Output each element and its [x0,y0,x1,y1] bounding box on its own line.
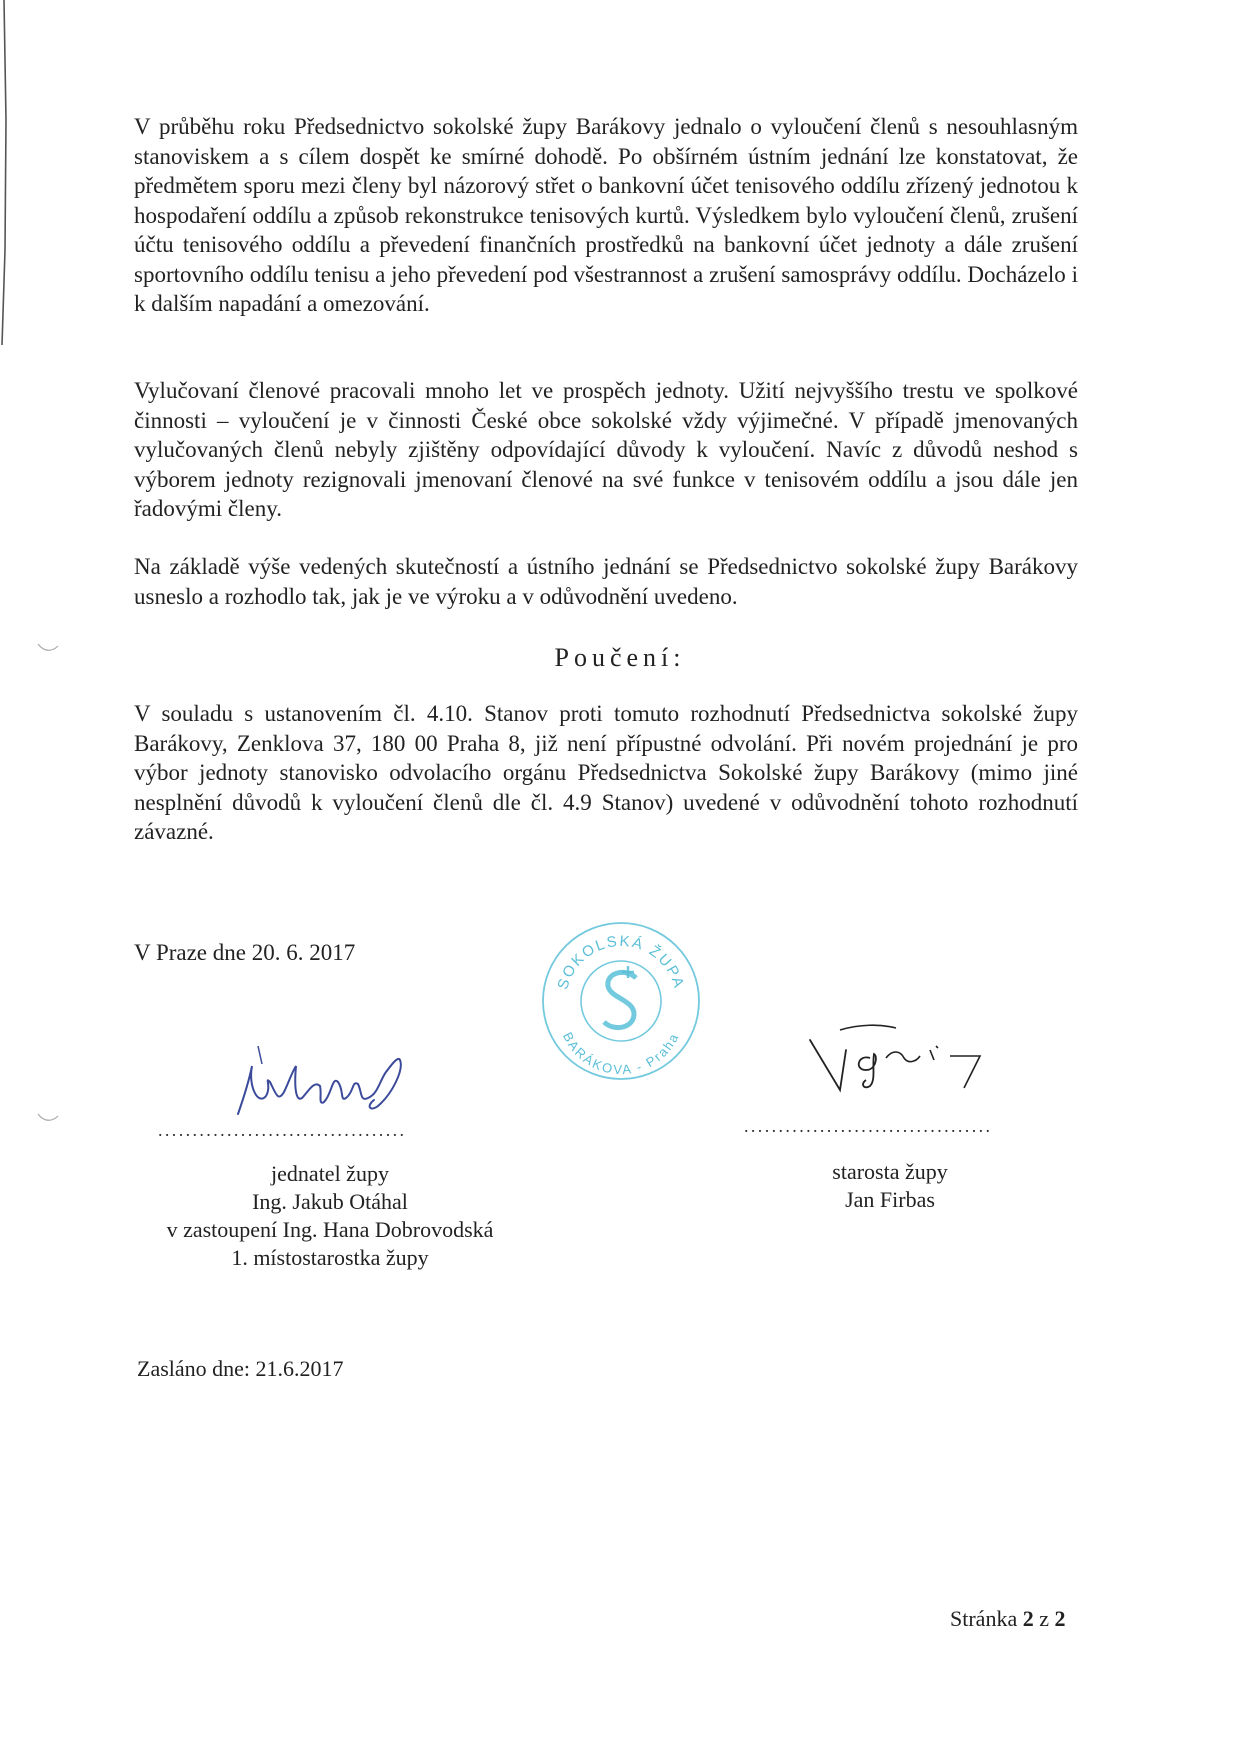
page-total: 2 [1054,1606,1066,1631]
stamp-text-bottom: BARÁKOVA - Praha [559,1029,683,1078]
signature-line-right: .................................... [744,1116,993,1136]
signatory-right-name: Jan Firbas [845,1187,935,1212]
signature-line-left: .................................... [158,1120,407,1140]
official-stamp [536,916,706,1086]
svg-text:BARÁKOVA - Praha [560,1030,682,1077]
punch-hole-mark [36,640,60,654]
signatory-left-role: jednatel župy [271,1161,389,1186]
signature-left [228,1036,438,1126]
page-current: 2 [1022,1606,1034,1631]
svg-text:SOKOLSKÁ ŽUPA [554,933,687,992]
paragraph-appeal-instruction: V souladu s ustanovením čl. 4.10. Stanov proti tomuto rozhodnutí Předsednictva sokolské župy Barákovy, Zenklova 37, 180 00 Praha 8, již není přípustné odvolání. Při novém projednání je pro výbor jednoty stanovisko odvolacího orgánu Předsednictva Sokolské župy Barákovy (mimo jiné nesplnění důvodů k vyloučení členů dle čl. 4.9 Stanov) uvedené v odůvodnění tohoto rozhodnutí závazné. [134,701,1078,844]
paragraph-expelled-members: Vylučovaní členové pracovali mnoho let ve prospěch jednoty. Užití nejvyššího trestu ve spolkové činnosti – vyloučení je v činnosti České obce sokolské vždy výjimečné. V případě jmenovaných vylučovaných členů nebyly zjištěny odpovídající důvody k vyloučení. Navíc z důvodů neshod s výborem jednoty rezignovali jmenovaní členové na své funkce v tenisovém oddílu a jsou dále jen řadovými členy. [134,378,1078,521]
paragraph-conclusion: Na základě výše vedených skutečností a ústního jednání se Předsednictvo sokolské župy Barákovy usneslo a rozhodlo tak, jak je ve výroku a v odůvodnění uvedeno. [134,554,1078,609]
heading-poučení: Poučení: [554,643,686,672]
signatory-right-role: starosta župy [832,1159,948,1184]
signatory-left-proxy: v zastoupení Ing. Hana Dobrovodská [166,1217,494,1242]
stamp-text-top: SOKOLSKÁ ŽUPA [554,932,688,992]
page-number [950,1606,1065,1632]
signatory-left-proxy-role: 1. místostarostka župy [231,1245,429,1270]
punch-hole-mark [36,1110,60,1124]
page-sep: z [1039,1606,1049,1631]
place-and-date: V Praze dne 20. 6. 2017 [134,940,356,965]
paragraph-proceedings: V průběhu roku Předsednictvo sokolské župy Barákovy jednalo o vyloučení členů s nesouhlasným stanoviskem a s cílem dospět ke smírné dohodě. Po obšírném ústním jednání lze konstatovat, že předmětem sporu mezi členy byl názorový střet o bankovní účet tenisového oddílu zřízený jednotou k hospodaření oddílu a způsob rekonstrukce tenisových kurtů. Výsledkem bylo vyloučení členů, zrušení účtu tenisového oddílu a převedení finančních prostředků na bankovní účet jednoty a dále zrušení sportovního oddílu tenisu a jeho převedení pod všestrannost a zrušení samosprávy oddílu. Docházelo i k dalším napadání a omezování. [134,114,1078,316]
signature-block-left [110,1160,550,1272]
sent-date: Zasláno dne: 21.6.2017 [137,1356,344,1381]
signatory-left-name: Ing. Jakub Otáhal [252,1189,408,1214]
signature-right [800,1010,1000,1110]
scan-edge-mark [0,0,12,360]
signature-block-right [730,1158,1050,1214]
page-label: Stránka [950,1606,1018,1631]
